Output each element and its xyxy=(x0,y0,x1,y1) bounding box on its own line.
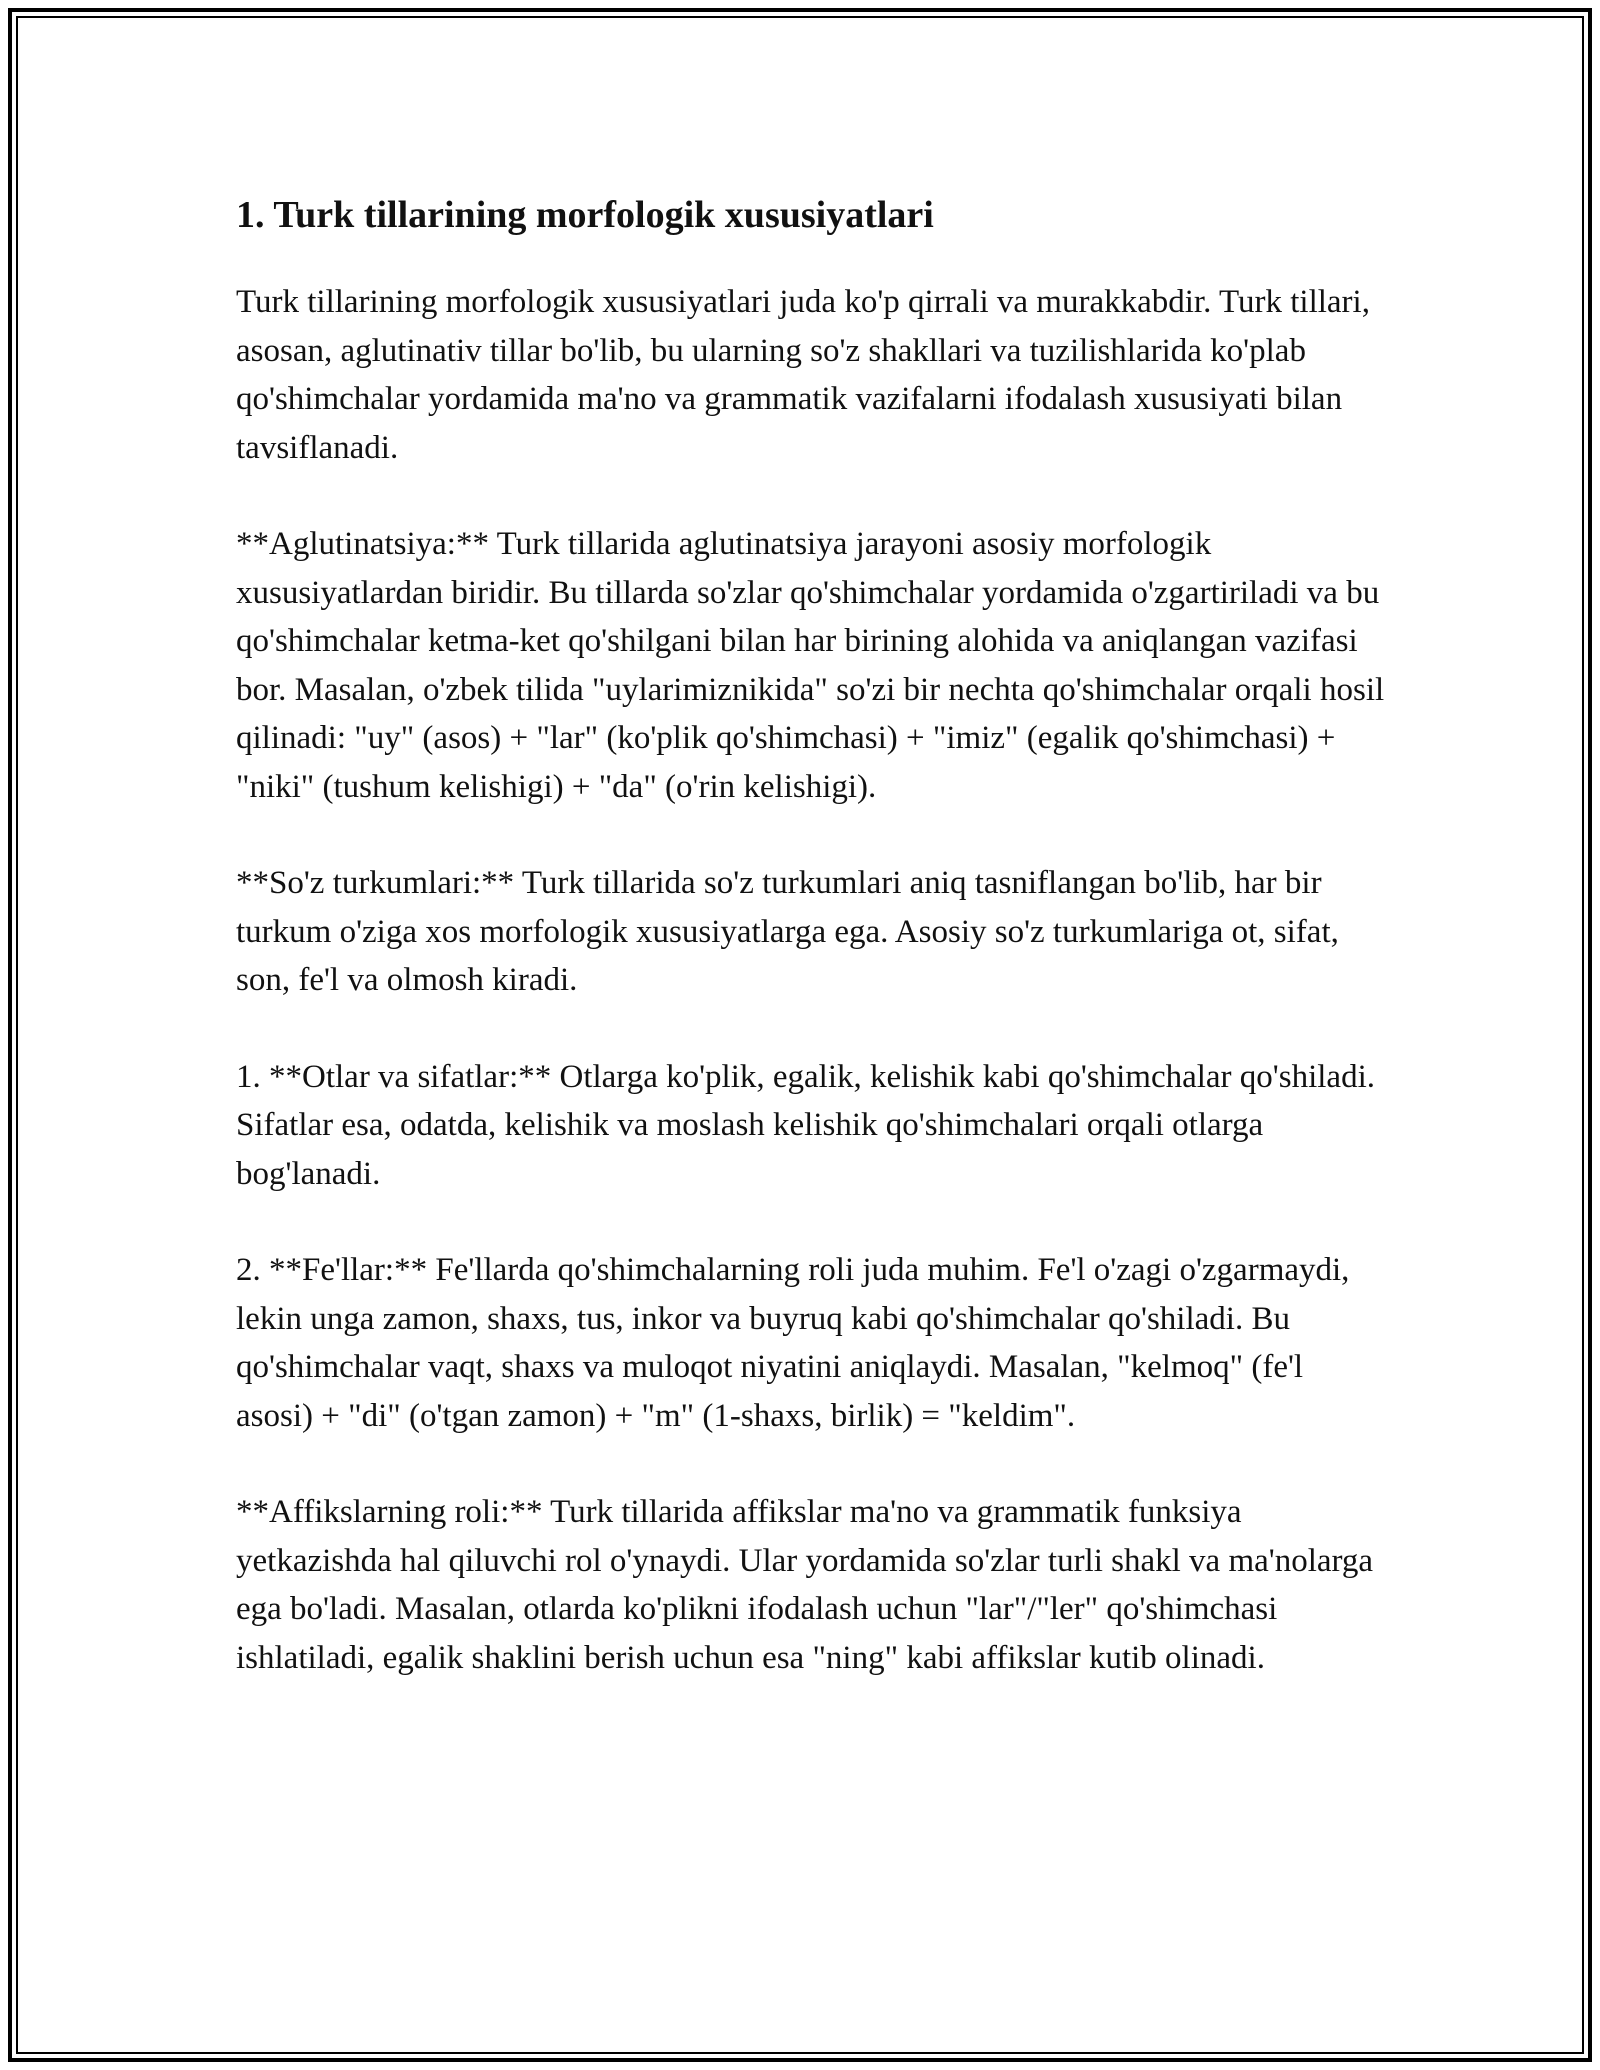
paragraph-otlar-sifatlar: 1. **Otlar va sifatlar:** Otlarga ko'plik, egalik, kelishik kabi qo'shimchalar qo'shiladi. Sifatlar esa, odatda, kelishik va moslash kelishik qo'shimchalari orqali otlarga bog'lanadi. xyxy=(236,1058,1375,1192)
paragraph-fellar: 2. **Fe'llar:** Fe'llarda qo'shimchalarning roli juda muhim. Fe'l o'zagi o'zgarmaydi, lekin unga zamon, shaxs, tus, inkor va buyruq kabi qo'shimchalar qo'shiladi. Bu qo'shimchalar vaqt, shaxs va muloqot niyatini aniqlaydi. Masalan, "kelmoq" (fe'l asosi) + "di" (o'tgan zamon) + "m" (1-shaxs, birlik) = "keldim". xyxy=(236,1252,1350,1434)
paragraph-affikslar: **Affikslarning roli:** Turk tillarida affikslar ma'no va grammatik funksiya yetkazishda hal qiluvchi rol o'ynaydi. Ular yordamida so'zlar turli shakl va ma'nolarga ega bo'ladi. Masalan, otlarda ko'plikni ifodalash uchun "lar"/"ler" qo'shimchasi ishlatiladi, egalik shaklini berish uchun esa "ning" kabi affikslar kutib olinadi. xyxy=(236,1494,1374,1676)
paragraph-intro: Turk tillarining morfologik xususiyatlari juda ko'p qirrali va murakkabdir. Turk tillari, asosan, aglutinativ tillar bo'lib, bu ularning so'z shakllari va tuzilishlarida ko'plab qo'shimchalar yordamida ma'no va grammatik vazifalarni ifodalash xususiyati bilan tavsiflanadi. xyxy=(236,284,1370,466)
section-heading: 1. Turk tillarining morfologik xususiyatlari xyxy=(236,194,934,236)
paragraph-aglutinatsiya: **Aglutinatsiya:** Turk tillarida aglutinatsiya jarayoni asosiy morfologik xususiyatlardan biridir. Bu tillarda so'zlar qo'shimchalar yordamida o'zgartiriladi va bu qo'shimchalar ketma-ket qo'shilgani bilan har birining alohida va aniqlangan vazifasi bor. Masalan, o'zbek tilida "uylarimiznikida" so'zi bir nechta qo'shimchalar orqali hosil qilinadi: "uy" (asos) + "lar" (ko'plik qo'shimchasi) + "imiz" (egalik qo'shimchasi) + "niki" (tushum kelishigi) + "da" (o'rin kelishigi). xyxy=(236,526,1385,805)
document-body xyxy=(236,186,1386,1730)
paragraph-soz-turkumlari: **So'z turkumlari:** Turk tillarida so'z turkumlari aniq tasniflangan bo'lib, har bir turkum o'ziga xos morfologik xususiyatlarga ega. Asosiy so'z turkumlariga ot, sifat, son, fe'l va olmosh kiradi. xyxy=(236,865,1339,998)
